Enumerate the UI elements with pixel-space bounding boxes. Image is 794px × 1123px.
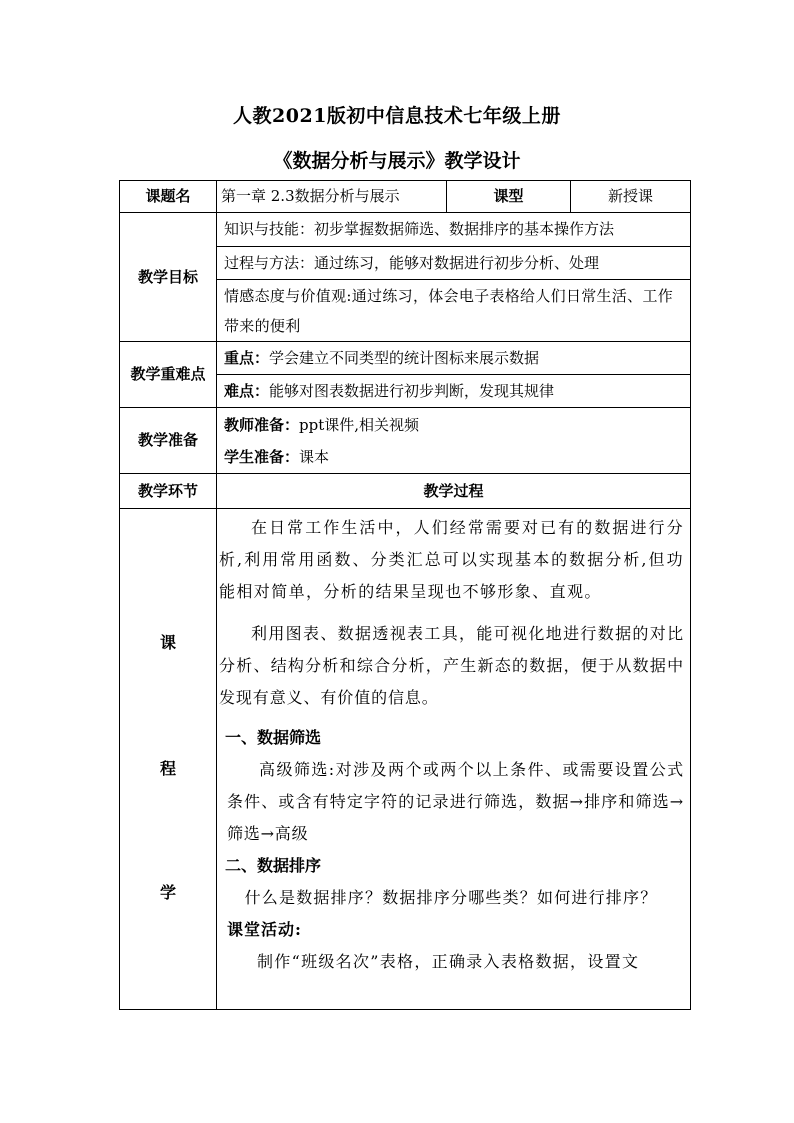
- stage-char-3: 学: [159, 883, 176, 902]
- activity-label: 课堂活动:: [227, 920, 302, 939]
- section-heading-sort: 二、数据排序: [225, 856, 322, 875]
- stage-char-2: 程: [159, 759, 176, 778]
- prep-row: [120, 408, 691, 474]
- section-header-row: [120, 474, 691, 509]
- teacher-prep-text: ppt课件,相关视频: [299, 415, 420, 434]
- prep-label: 教学准备: [120, 408, 217, 474]
- process-paragraph-3: 高级筛选:对涉及两个或两个以上条件、或需要设置公式条件、或含有特定字符的记录进行筛选，数据→排序和筛选→筛选→高级: [227, 760, 684, 843]
- key-point-cell: [217, 342, 691, 375]
- prep-cell: [217, 408, 691, 474]
- student-prep-label: 学生准备：: [224, 447, 300, 466]
- goal-process: 过程与方法：通过练习，能够对数据进行初步分析、处理: [217, 247, 691, 280]
- difficulty-label: 难点：: [224, 381, 270, 400]
- goal-attitude: 情感态度与价值观:通过练习，体会电子表格给人们日常生活、工作带来的便利: [217, 280, 691, 342]
- process-row: [120, 509, 691, 1010]
- process-paragraph-5: 制作“班级名次”表格，正确录入表格数据，设置文: [257, 952, 640, 971]
- topic-label: 课题名: [120, 181, 217, 213]
- goal-row-1: [120, 213, 691, 247]
- topic-row: [120, 181, 691, 213]
- goals-label: 教学目标: [120, 213, 217, 342]
- difficulty-cell: [217, 375, 691, 408]
- stage-header: 教学环节: [120, 474, 217, 509]
- key-point-row: [120, 342, 691, 375]
- difficulty-text: 能够对图表数据进行初步判断，发现其规律: [269, 381, 555, 400]
- teacher-prep-label: 教师准备：: [224, 415, 300, 434]
- type-value: 新授课: [571, 181, 691, 213]
- lesson-plan-table: [119, 180, 691, 1010]
- process-paragraph-4: 什么是数据排序？数据排序分哪些类？如何进行排序？: [244, 888, 658, 907]
- student-prep-text: 课本: [299, 447, 330, 466]
- stage-vertical-label: [120, 509, 216, 1009]
- topic-value: 第一章 2.3数据分析与展示: [217, 181, 447, 213]
- document-subtitle: 《数据分析与展示》教学设计: [273, 150, 521, 172]
- process-cell: [217, 509, 691, 1010]
- keypoints-label: 教学重难点: [120, 342, 217, 408]
- section-heading-filter: 一、数据筛选: [225, 728, 322, 747]
- goal-knowledge: 知识与技能：初步掌握数据筛选、数据排序的基本操作方法: [217, 213, 691, 247]
- stage-cell: [120, 509, 217, 1010]
- key-text: 学会建立不同类型的统计图标来展示数据: [269, 348, 540, 367]
- type-label: 课型: [447, 181, 571, 213]
- document-title: 人教2021版初中信息技术七年级上册: [233, 105, 561, 127]
- key-label: 重点：: [224, 348, 270, 367]
- student-prep: [224, 441, 690, 473]
- process-paragraph-2: 利用图表、数据透视表工具，能可视化地进行数据的对比分析、结构分析和综合分析，产生新态的数据，便于从数据中发现有意义、有价值的信息。: [219, 624, 684, 707]
- stage-char-1: 课: [159, 633, 176, 652]
- process-header: 教学过程: [217, 474, 691, 509]
- process-paragraph-1: 在日常工作生活中，人们经常需要对已有的数据进行分析,利用常用函数、分类汇总可以实现基本的数据分析,但功能相对简单，分析的结果呈现也不够形象、直观。: [219, 518, 684, 601]
- teacher-prep: [224, 409, 690, 441]
